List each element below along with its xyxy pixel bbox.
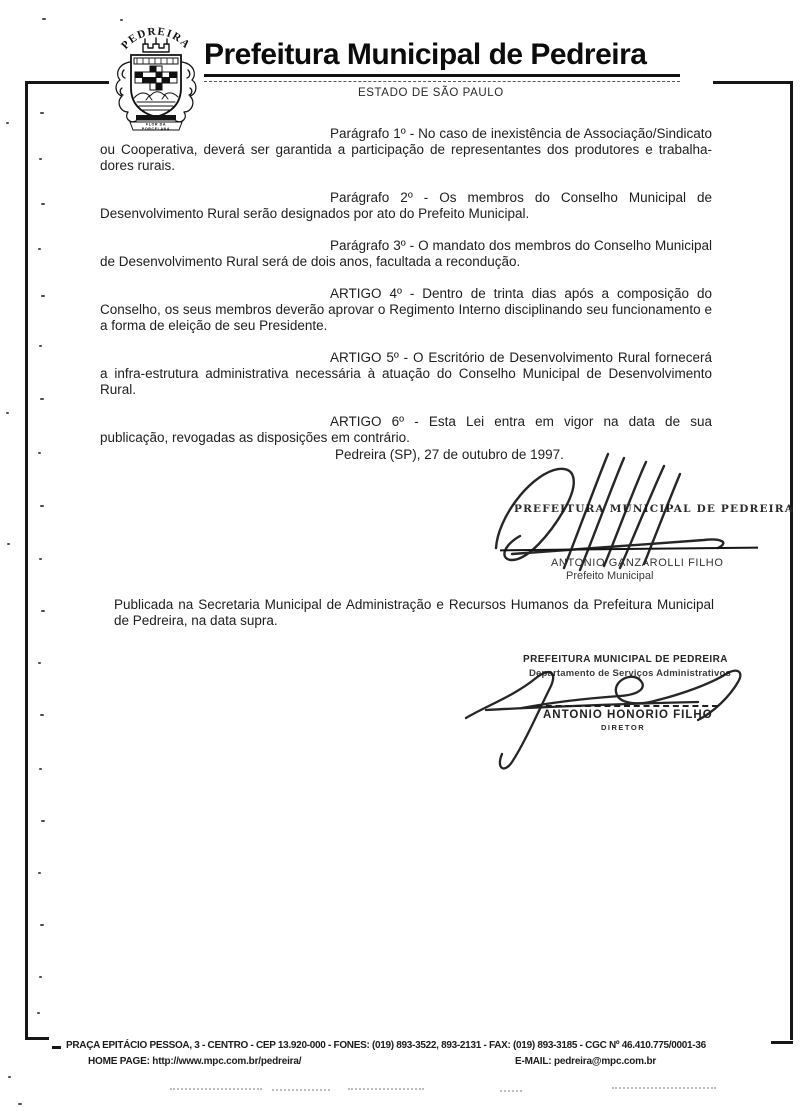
scan-speck bbox=[7, 543, 10, 545]
scan-speck bbox=[42, 18, 46, 20]
scan-smudge bbox=[500, 1090, 522, 1092]
frame-top-right bbox=[713, 81, 793, 84]
frame-right-vertical bbox=[790, 82, 793, 1040]
scan-speck bbox=[40, 505, 44, 507]
document-title: Prefeitura Municipal de Pedreira bbox=[204, 38, 647, 71]
crest-base-band bbox=[136, 115, 176, 121]
signature-line-dashed bbox=[536, 705, 718, 707]
scan-speck bbox=[39, 345, 42, 347]
article-4: ARTIGO 4º - Dentro de trinta dias após a composição do Conselho, os seus membros deverão aprovar o Regimento Interno disciplinando seu funcionamento e a forma de eleição de seu Presidente. bbox=[100, 286, 712, 333]
scan-speck bbox=[39, 976, 42, 978]
frame-left-vertical bbox=[25, 82, 28, 1040]
scan-smudge bbox=[272, 1089, 330, 1091]
scan-speck bbox=[38, 248, 41, 250]
mayor-role: Prefeito Municipal bbox=[566, 570, 654, 582]
scan-speck bbox=[40, 112, 44, 114]
paragraph-2: Parágrafo 2º - Os membros do Conselho Municipal de Desenvolvimento Rural serão designados por ato do Prefeito Municipal. bbox=[100, 190, 712, 221]
paragraph-1: Parágrafo 1º - No caso de inexistência de Associação/Sindicato ou Cooperativa, deverá ser garantida a participação de representantes dos produtores e trabalha- dores rurais. bbox=[100, 126, 712, 173]
director-name: ANTONIO HONORIO FILHO bbox=[543, 709, 713, 721]
place-date-line: Pedreira (SP), 27 de outubro de 1997. bbox=[335, 447, 564, 462]
director-role: DIRETOR bbox=[601, 723, 646, 732]
scan-speck bbox=[39, 768, 42, 770]
scan-speck bbox=[41, 203, 45, 205]
scan-smudge bbox=[348, 1088, 424, 1090]
crest-crown bbox=[143, 38, 169, 52]
crest-motto-line2: PORCELANA bbox=[141, 126, 171, 131]
scan-speck bbox=[38, 452, 41, 454]
frame-bottom-left bbox=[25, 1037, 49, 1040]
state-subtitle: ESTADO DE SÃO PAULO bbox=[358, 87, 504, 99]
mayor-stamp-text: PREFEITURA MUNICIPAL DE PEDREIRA bbox=[514, 503, 795, 515]
scan-speck bbox=[41, 295, 45, 297]
mayor-name: ANTONIO GANZAROLLI FILHO bbox=[551, 557, 724, 569]
crest-motto-line1: FLOR DA bbox=[145, 122, 167, 127]
publication-note: Publicada na Secretaria Municipal de Administração e Recursos Humanos da Prefeitura Municipal de Pedreira, na data supra. bbox=[114, 597, 714, 628]
crest-arc-text: PEDREIRA bbox=[119, 25, 193, 52]
crest-shield bbox=[131, 55, 181, 117]
scan-speck bbox=[39, 158, 42, 160]
frame-top-left bbox=[25, 81, 109, 84]
paragraph-3: Parágrafo 3º - O mandato dos membros do Conselho Municipal de Desenvolvimento Rural será de dois anos, facultada a recondução. bbox=[100, 238, 712, 269]
scan-speck bbox=[39, 558, 42, 560]
scan-speck bbox=[40, 924, 44, 926]
scan-speck bbox=[18, 1103, 22, 1105]
scan-speck bbox=[41, 820, 45, 822]
pedreira-coat-of-arms bbox=[110, 22, 202, 136]
title-underline bbox=[204, 74, 680, 82]
scan-speck bbox=[38, 662, 41, 664]
scan-smudge bbox=[170, 1088, 262, 1090]
article-6: ARTIGO 6º - Esta Lei entra em vigor na data de sua publicação, revogadas as disposições em contrário. bbox=[100, 414, 712, 445]
scan-speck bbox=[37, 1012, 40, 1014]
law-body-text bbox=[100, 126, 712, 462]
scan-speck bbox=[40, 398, 44, 400]
scan-speck bbox=[6, 122, 9, 124]
footer-homepage: HOME PAGE: http://www.mpc.com.br/pedreira/ bbox=[88, 1056, 302, 1067]
scan-speck bbox=[41, 610, 45, 612]
scan-speck bbox=[6, 412, 9, 414]
department-stamp-line2: Departamento de Serviços Administrativos bbox=[529, 668, 731, 679]
scan-speck bbox=[120, 19, 123, 21]
scan-speck bbox=[8, 1076, 11, 1078]
scan-speck bbox=[40, 714, 44, 716]
department-stamp-line1: PREFEITURA MUNICIPAL DE PEDREIRA bbox=[523, 654, 728, 665]
article-5: ARTIGO 5º - O Escritório de Desenvolvimento Rural fornecerá a infra-estrutura administrativa necessária à atuação do Conselho Municipal de Desenvolvimento Rural. bbox=[100, 350, 712, 397]
scan-smudge bbox=[612, 1087, 716, 1089]
frame-left-dash bbox=[52, 1046, 61, 1049]
frame-bottom-right bbox=[771, 1041, 793, 1044]
scan-speck bbox=[38, 872, 41, 874]
footer-email: E-MAIL: pedreira@mpc.com.br bbox=[515, 1056, 657, 1067]
footer-address-line: PRAÇA EPITÁCIO PESSOA, 3 - CENTRO - CEP 13.920-000 - FONES: (019) 893-3522, 893-2131 - FAX: (019) 893-3185 - CGC Nº 46.410.775/0001-36 bbox=[66, 1040, 706, 1051]
